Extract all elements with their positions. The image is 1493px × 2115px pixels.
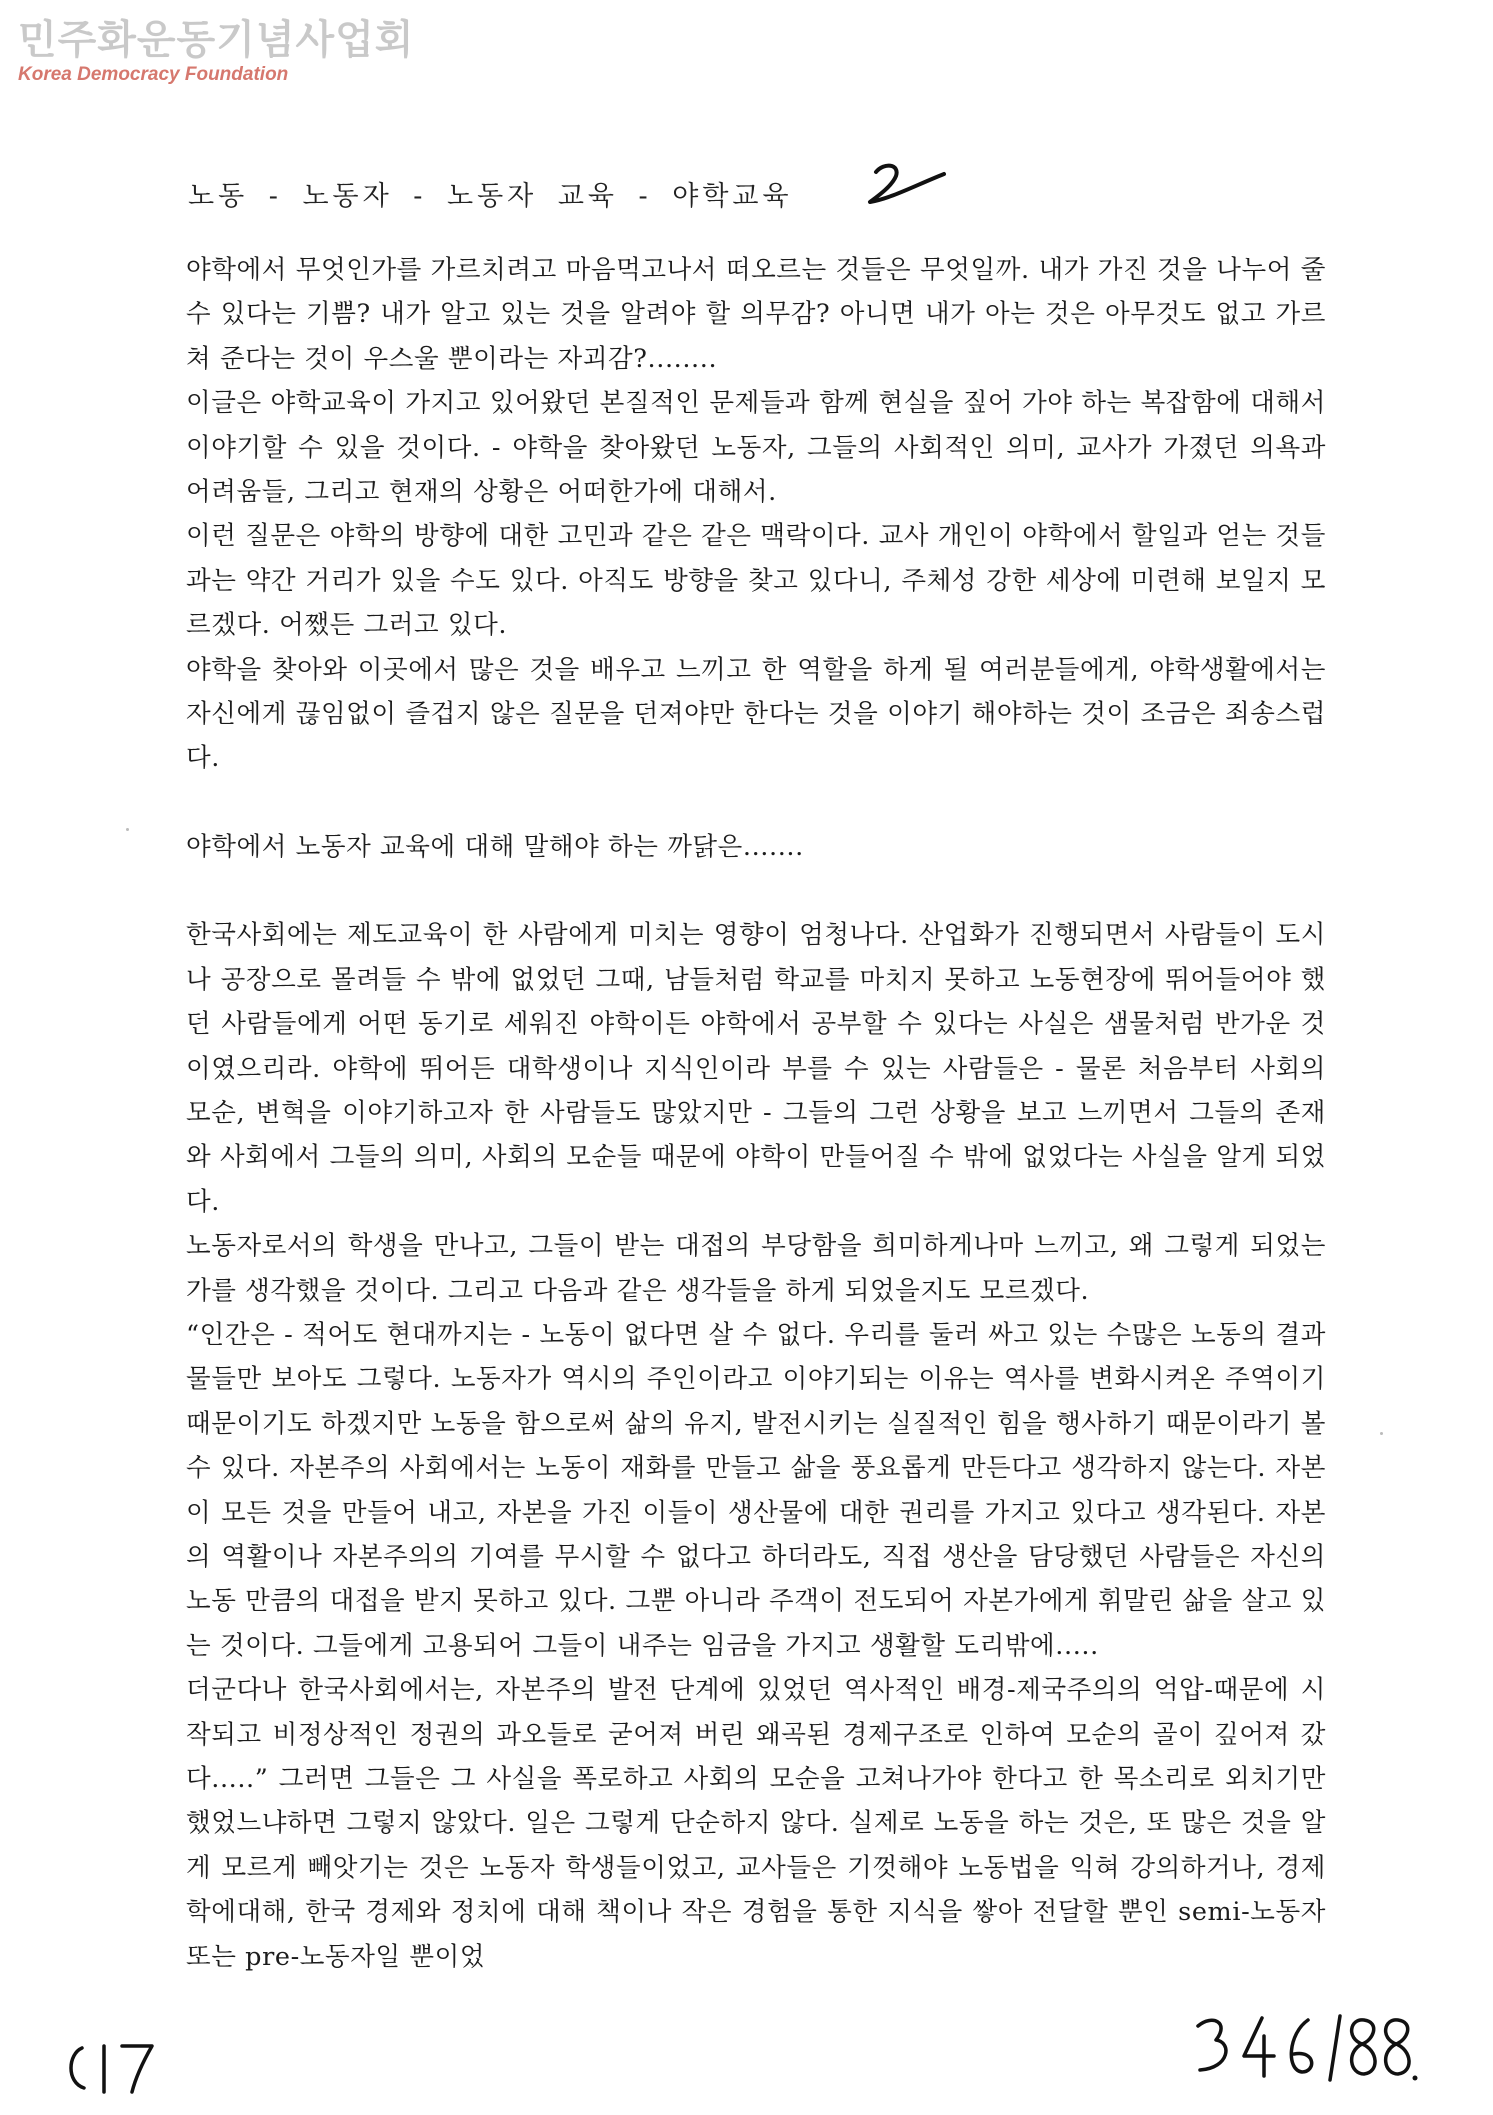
watermark-logo	[18, 18, 414, 86]
section-heading: 야학에서 노동자 교육에 대해 말해야 하는 까닭은.......	[186, 831, 804, 862]
quoted-paragraph: “인간은 - 적어도 현대까지는 - 노동이 없다면 살 수 없다. 우리를 둘러 싸고 있는 수많은 노동의 결과물들만 보아도 그렇다. 노동자가 역시의 주인이라고 이야기되는 이유는 역사를 변화시켜온 주역이기 때문이기도 하겠지만 노동을 함으로써 삶의 유지, 발전시키는 실질적인 힘을 행사하기 때문이라기 볼 수 있다. 자본주의 사회에서는 노동이 재화를 만들고 삶을 풍요롭게 만든다고 생각하지 않는다. 자본이 모든 것을 만들어 내고, 자본을 가진 이들이 생산물에 대한 권리를 가지고 있다고 생각된다. 자본의 역활이나 자본주의의 기여를 무시할 수 없다고 하더라도, 직접 생산을 담당했던 사람들은 자신의 노동 만큼의 대접을 받지 못하고 있다. 그뿐 아니라 주객이 전도되어 자본가에게 휘말린 삶을 살고 있는 것이다. 그들에게 고용되어 그들이 내주는 임금을 가지고 생활할 도리밖에.....	[186, 1319, 1326, 1661]
handwritten-page-number	[862, 160, 952, 214]
watermark-english: Korea Democracy Foundation	[18, 64, 289, 85]
paragraph: 야학을 찾아와 이곳에서 많은 것을 배우고 느끼고 한 역할을 하게 될 여러분들에게, 야학생활에서는 자신에게 끊임없이 즐겁지 않은 질문을 던져야만 한다는 것을 이야기 해야하는 것이 조금은 죄송스럽다.	[186, 654, 1326, 774]
paragraph-intro: 야학에서 무엇인가를 가르치려고 마음먹고나서 떠오르는 것들은 무엇일까. 내가 가진 것을 나누어 줄 수 있다는 기쁨? 내가 알고 있는 것을 알려야 할 의무감? 아니면 내가 아는 것은 아무것도 없고 가르쳐 준다는 것이 우스울 뿐이라는 자괴감?........	[186, 255, 1326, 374]
paragraph-gap	[186, 781, 1326, 825]
paragraph: 더군다나 한국사회에서는, 자본주의 발전 단계에 있었던 역사적인 배경-제국주의의 억압-때문에 시작되고 비정상적인 정권의 과오들로 굳어져 버린 왜곡된 경제구조로 인하여 모순의 골이 깊어져 갔다.....” 그러면 그들은 그 사실을 폭로하고 사회의 모순을 고쳐나가야 한다고 한 목소리로 외치기만 했었느냐하면 그렇지 않았다. 일은 그렇게 단순하지 않다. 실제로 노동을 하는 것은, 또 많은 것을 알게 모르게 빼앗기는 것은 노동자 학생들이었고, 교사들은 기껏해야 노동법을 익혀 강의하거나, 경제학에대해, 한국 경제와 정치에 대해 책이나 작은 경험을 통한 지식을 쌓아 전달할 뿐인 semi-노동자 또는 pre-노동자일 뿐이었	[186, 1675, 1326, 1972]
paragraph: 노동자로서의 학생을 만나고, 그들이 받는 대접의 부당함을 희미하게나마 느끼고, 왜 그렇게 되었는가를 생각했을 것이다. 그리고 다음과 같은 생각들을 하게 되었을지도 모르겠다.	[186, 1231, 1326, 1306]
document-title: 노동 - 노동자 - 노동자 교육 - 야학교육	[188, 181, 793, 212]
paragraph: 한국사회에는 제도교육이 한 사람에게 미치는 영향이 엄청나다. 산업화가 진행되면서 사람들이 도시나 공장으로 몰려들 수 밖에 없었던 그때, 남들처럼 학교를 마치지 못하고 노동현장에 뛰어들어야 했던 사람들에게 어떤 동기로 세워진 야학이든 야학에서 공부할 수 있다는 사실은 샘물처럼 반가운 것이였으리라. 야학에 뛰어든 대학생이나 지식인이라 부를 수 있는 사람들은 - 물론 처음부터 사회의 모순, 변혁을 이야기하고자 한 사람들도 많았지만 - 그들의 그런 상황을 보고 느끼면서 그들의 존재와 사회에서 그들의 의미, 사회의 모순들 때문에 야학이 만들어질 수 밖에 없었다는 사실을 알게 되었다.	[186, 920, 1326, 1217]
handwritten-document-number	[1190, 2010, 1420, 2094]
paragraph-gap	[186, 869, 1326, 913]
watermark-korean: 민주화운동기념사업회	[18, 17, 415, 63]
scan-speck	[126, 828, 129, 831]
paragraph: 이런 질문은 야학의 방향에 대한 고민과 같은 같은 맥락이다. 교사 개인이 야학에서 할일과 얻는 것들과는 약간 거리가 있을 수도 있다. 아직도 방향을 찾고 있다니, 주체성 강한 세상에 미련해 보일지 모르겠다. 어쨌든 그러고 있다.	[186, 521, 1326, 641]
scan-speck	[1380, 1432, 1383, 1435]
paragraph: 이글은 야학교육이 가지고 있어왔던 본질적인 문제들과 함께 현실을 짚어 가야 하는 복잡함에 대해서 이야기할 수 있을 것이다. - 야학을 찾아왔던 노동자, 그들의 사회적인 의미, 교사가 가졌던 의욕과 어려움들, 그리고 현재의 상황은 어떠한가에 대해서.	[186, 388, 1326, 508]
handwritten-archive-code	[60, 2030, 170, 2104]
document-body	[186, 248, 1326, 1979]
